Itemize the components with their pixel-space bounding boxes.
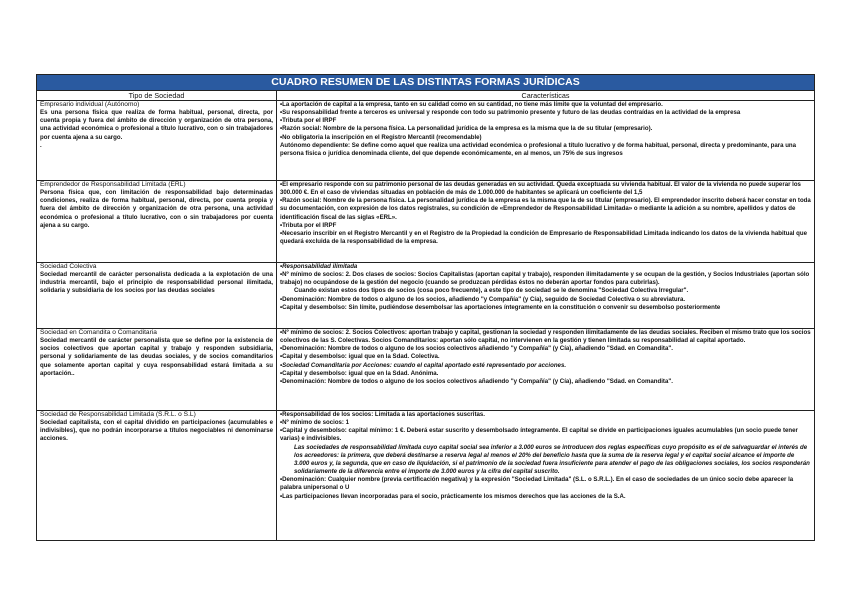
header-features: Características — [277, 91, 815, 101]
feature-line: Cuando existan estos dos tipos de socios (cosa poco frecuente), a este tipo de sociedad se le denomina "Sociedad Colectiva Irregular". — [294, 287, 689, 295]
type-name: Emprendedor de Responsabilidad Limitada (ERL) — [40, 181, 186, 188]
feature-line: • Denominación: Nombre de todos o alguno de los socios, añadiendo "y Compañía" (y Cía), seguido de Sociedad Colectiva o su abreviatura. — [280, 296, 811, 304]
features-cell — [277, 263, 815, 329]
type-name: Sociedad de Responsabilidad Limitada (S.R.L. o S.L) — [40, 411, 196, 418]
feature-line: • Denominación: Cualquier nombre (previa certificación negativa) y la expresión "Sociedad Limitada" (S.L. o S.R.L.). En el caso de sociedades de un único socio debe aparecer la palabra unipersonal o U — [280, 476, 811, 492]
type-description: Es una persona física que realiza de forma habitual, personal, directa, por cuenta propia y fuera del ámbito de dirección y organización de otra persona, una actividad económica o profesional a título lucrativo, con o sin trabajadores por cuenta ajena a su cargo. — [40, 109, 273, 141]
feature-line: • Las participaciones llevan incorporadas para el socio, prácticamente los mismos derechos que las acciones de la S.A. — [280, 493, 811, 501]
table-row — [37, 101, 815, 181]
type-description: Sociedad mercantil de carácter personalista dedicada a la explotación de una industria mercantil, bajo el principio de responsabilidad personal ilimitada, solidaria y subsidiaria de los socios por las deudas sociales — [40, 271, 273, 295]
feature-line: • Capital y desembolso: Sin límite, pudiéndose desembolsar las aportaciones íntegramente en la constitución o convenir su desembolso posteriormente — [280, 304, 811, 312]
feature-line: • Tributa por el IRPF — [280, 117, 811, 125]
feature-line: • Razón social: Nombre de la persona física. La personalidad jurídica de la empresa es la misma que la de su titular (empresario). El emprendedor inscrito deberá hacer constar en toda su documentación, con expresión de los datos registrales, su condición de «Emprendedor de Responsabilidad Limitada» o mediante la adición a su nombre, apellidos y datos de identificación fiscal de las siglas «ERL». — [280, 197, 811, 221]
feature-line: • El empresario responde con su patrimonio personal de las deudas generadas en su actividad. Queda exceptuada su vivienda habitual. El valor de la vivienda no puede superar los 300.000 €. En el caso de viviendas situadas en población de más de 1.000.000 de habitantes se aplicará un coeficiente del 1,5 — [280, 181, 811, 197]
legal-forms-table — [36, 74, 815, 541]
type-cell — [37, 181, 277, 263]
summary-sheet — [36, 74, 814, 541]
table-title: CUADRO RESUMEN DE LAS DISTINTAS FORMAS JURÍDICAS — [37, 75, 815, 91]
feature-line: • No obligatoria la inscripción en el Registro Mercantil (recomendable) — [280, 134, 811, 142]
feature-line: • Denominación: Nombre de todos o alguno de los socios colectivos añadiendo "y Compañía" (y Cía), añadiendo "Sdad. en Comandita". — [280, 378, 811, 386]
feature-line: • Responsabilidad ilimitada — [280, 263, 811, 271]
feature-line: • Nº mínimo de socios: 1 — [280, 419, 811, 427]
features-cell — [277, 411, 815, 541]
type-name: Sociedad Colectiva — [40, 263, 97, 270]
feature-line: • Responsabilidad de los socios: Limitada a las aportaciones suscritas. — [280, 411, 811, 419]
type-name: Sociedad en Comandita o Comanditaria — [40, 329, 157, 336]
type-description: Sociedad mercantil de carácter personalista que se define por la existencia de socios colectivos que aportan capital y trabajo y responden subsidiaria, personal y solidariamente de las deudas sociales, y de socios comanditarios que solamente aportan capital y cuya responsabilidad estará limitada a su aportación.. — [40, 337, 273, 377]
type-cell — [37, 329, 277, 411]
feature-line: • Nº mínimo de socios: 2. Dos clases de socios: Socios Capitalistas (aportan capital y trabajo), responden ilimitadamente y se ocupan de la gestión, y Socios Industriales (aportan sólo trabajo) no ocupándose de la gestión del negocio (cuando se produzcan pérdidas éstos no deberán aportar fondos para cubrirlas). — [280, 271, 811, 287]
type-description: Sociedad capitalista, con el capital dividido en participaciones (acumulables e indivisibles), que no podrán incorporarse a títulos negociables ni denominarse acciones. — [40, 419, 273, 443]
type-extra: . — [40, 141, 42, 149]
feature-line: • Denominación: Nombre de todos o alguno de los socios colectivos añadiendo "y Compañía" (y Cía), añadiendo "Sdad. en Comandita". — [280, 345, 811, 353]
feature-line: • Sociedad Comanditaria por Acciones: cuando el capital aportado esté representado por acciones. — [280, 362, 811, 370]
features-cell — [277, 329, 815, 411]
feature-line: • Nº mínimo de socios: 2. Socios Colectivos: aportan trabajo y capital, gestionan la sociedad y responden ilimitadamente de las deudas sociales. Reciben el mismo trato que los socios colectivos de las S. Colectivas. Socios Comanditarios: aportan sólo capital, no intervienen en la gestión y tienen limitada su responsabilidad al capital aportado. — [280, 329, 811, 345]
feature-line: Las sociedades de responsabilidad limitada cuyo capital social sea inferior a 3.000 euros se introducen dos reglas específicas cuyo propósito es el de salvaguardar el interés de los acreedores: la primera, que deberá destinarse a reserva legal al menos el 20% del beneficio hasta que la suma de la reserva legal y el capital social alcance el importe de 3.000 euros y, la segunda, que en caso de liquidación, si el patrimonio de la sociedad fuera insuficiente para atender el pago de las obligaciones sociales, los socios responderán solidariamente de la diferencia entre el importe de 3.000 euros y la cifra del capital suscrito. — [294, 443, 810, 476]
header-type: Tipo de Sociedad — [37, 91, 277, 101]
feature-line: • Capital y desembolso: capital mínimo: 1 €. Deberá estar suscrito y desembolsado íntegramente. El capital se divide en participaciones iguales acumulables (un socio puede tener varias) e indivisibles. — [280, 427, 811, 443]
type-cell — [37, 411, 277, 541]
type-cell — [37, 101, 277, 181]
header-row — [37, 91, 815, 101]
table-row — [37, 411, 815, 541]
table-row — [37, 263, 815, 329]
feature-line: • Razón social: Nombre de la persona física. La personalidad jurídica de la empresa es la misma que la de su titular (empresario). — [280, 125, 811, 133]
type-name: Empresario individual (Autónomo) — [40, 101, 140, 108]
table-row — [37, 181, 815, 263]
title-row — [37, 75, 815, 91]
feature-line: Autónomo dependiente: Se define como aquel que realiza una actividad económica o profesional a título lucrativo y de forma habitual, personal, directa y predominante, para una persona física o jurídica denominada cliente, del que depende económicamente, en al menos, un 75% de sus ingresos — [280, 141, 797, 157]
feature-line: • Capital y desembolso: igual que en la Sdad. Anónima. — [280, 370, 811, 378]
type-cell — [37, 263, 277, 329]
features-cell — [277, 101, 815, 181]
feature-line: • Su responsabilidad frente a terceros es universal y responde con todo su patrimonio presente y futuro de las deudas contraídas en la actividad de la empresa — [280, 109, 811, 117]
feature-line: • Necesario inscribir en el Registro Mercantil y en el Registro de la Propiedad la condición de Empresario de Responsabilidad Limitada indicando los datos de la vivienda habitual que quedará excluida de la responsabilidad de la empresa. — [280, 230, 811, 246]
feature-line: • La aportación de capital a la empresa, tanto en su calidad como en su cantidad, no tiene más límite que la voluntad del empresario. — [280, 101, 811, 109]
type-description: Persona física que, con limitación de responsabilidad bajo determinadas condiciones, realiza de forma habitual, personal, directa, por cuenta propia y fuera del ámbito de dirección y organización de otra persona, una actividad económica o profesional a título lucrativo, con o sin trabajadores por cuenta ajena a su cargo. — [40, 189, 273, 229]
feature-line: • Capital y desembolso: igual que en la Sdad. Colectiva. — [280, 353, 811, 361]
table-row — [37, 329, 815, 411]
features-cell — [277, 181, 815, 263]
feature-line: • Tributa por el IRPF — [280, 222, 811, 230]
